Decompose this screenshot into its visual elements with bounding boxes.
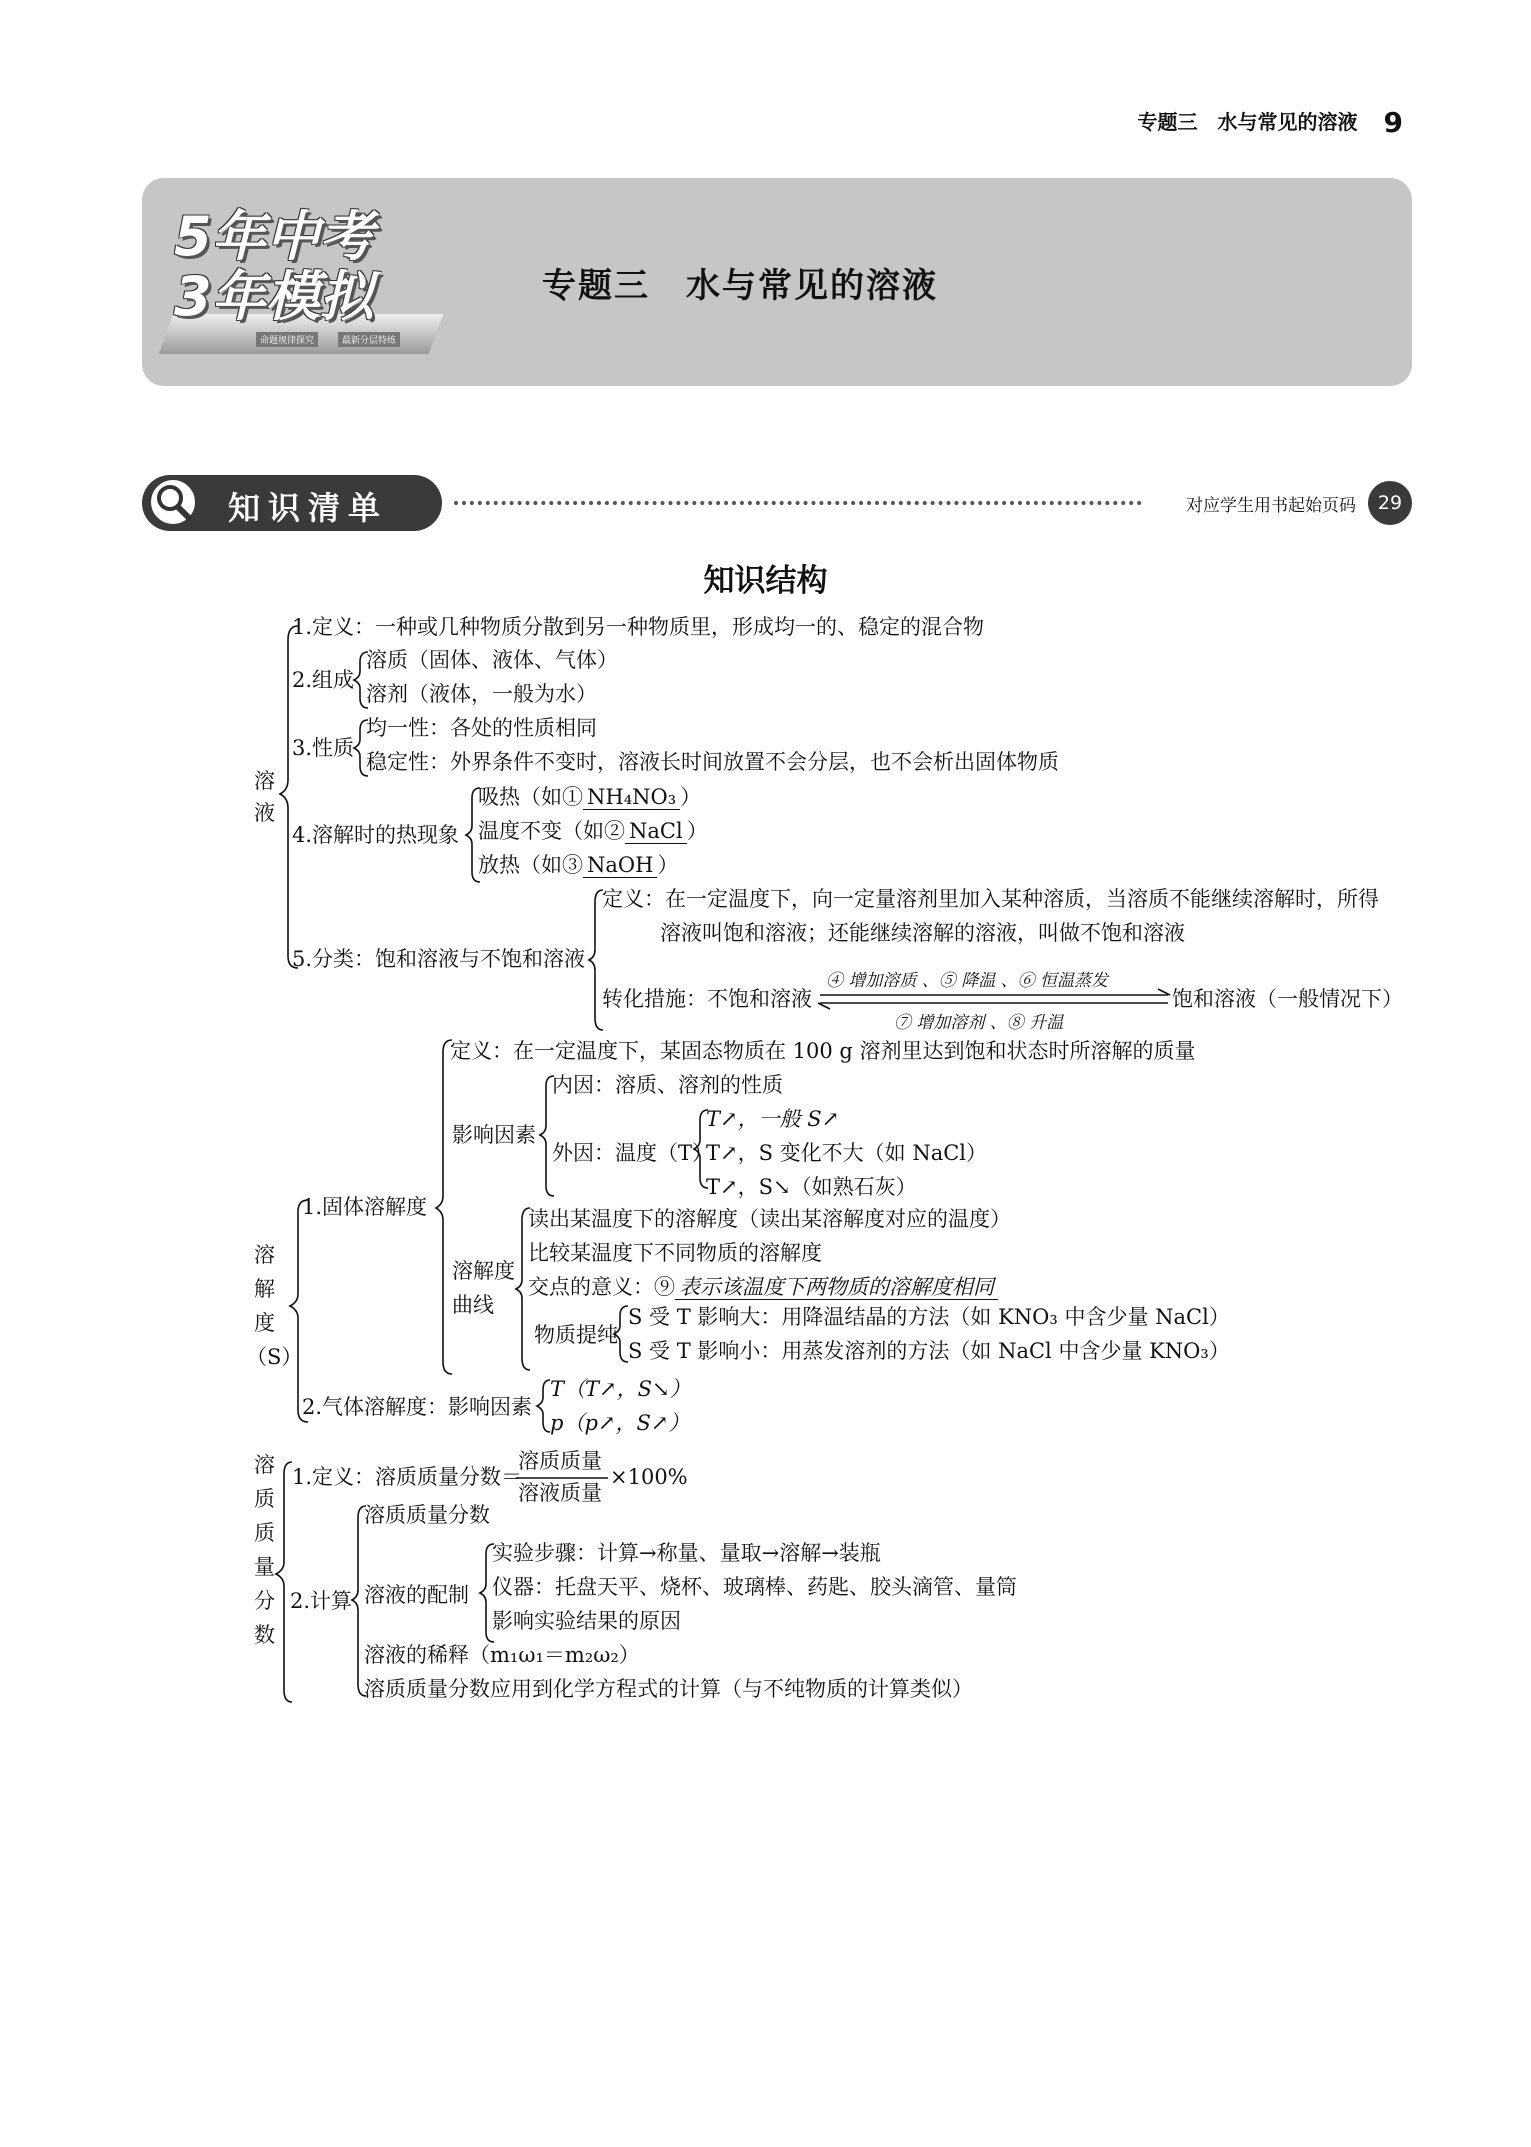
- purification-a: S 受 T 影响大：用降温结晶的方法（如 KNO₃ 中含少量 NaCl）: [628, 1305, 1230, 1329]
- gas-factor-temperature: T（T↗，S↘）: [550, 1377, 691, 1401]
- curve-use-b: 比较某温度下不同物质的溶解度: [528, 1241, 822, 1265]
- heat-absorb-prefix: 吸热（如①: [478, 785, 583, 809]
- section-title: 知识清单: [228, 489, 389, 527]
- logo-line1: 5年中考: [174, 205, 374, 268]
- conversion-suffix: 饱和溶液（一般情况下）: [1172, 987, 1403, 1011]
- calc-item-3: 溶液的稀释（m₁ω₁＝m₂ω₂）: [364, 1643, 640, 1667]
- intersection-answer: 表示该温度下两物质的溶解度相同: [675, 1275, 998, 1300]
- heat-release: [478, 850, 678, 880]
- fraction-label-2: 质: [254, 1487, 275, 1511]
- composition-solute: 溶质（固体、液体、气体）: [366, 648, 618, 672]
- saturation-definition-1: 定义：在一定温度下，向一定量溶剂里加入某种溶质，当溶质不能继续溶解时，所得: [602, 887, 1379, 911]
- heat-absorb: [478, 782, 701, 812]
- inner-cause: 内因：溶质、溶剂的性质: [552, 1073, 783, 1097]
- logo-tag2: 最新分层特练: [338, 332, 400, 347]
- calc-item-1: 溶质质量分数: [364, 1503, 490, 1527]
- saturation-definition-2: 溶液叫饱和溶液；还能继续溶解的溶液，叫做不饱和溶液: [660, 921, 1185, 945]
- preparation-error-causes: 影响实验结果的原因: [492, 1609, 681, 1633]
- classification: 5.分类：饱和溶液与不饱和溶液: [292, 947, 586, 971]
- curve-use-a: 读出某温度下的溶解度（读出某溶解度对应的温度）: [528, 1207, 1011, 1231]
- outer-case-a: T↗，一般 S↗: [706, 1107, 840, 1131]
- preparation-steps: 实验步骤：计算→称量、量取→溶解→装瓶: [492, 1541, 881, 1565]
- influence-factors: 影响因素: [452, 1123, 536, 1147]
- fraction-label-1: 溶: [254, 1453, 275, 1477]
- fraction-numerator: 溶质质量: [518, 1449, 602, 1473]
- preparation-instruments: 仪器：托盘天平、烧杯、玻璃棒、药匙、胶头滴管、量筒: [492, 1575, 1017, 1599]
- knowledge-structure-title: 知识结构: [703, 563, 828, 599]
- heat-absorb-suffix: ）: [680, 785, 702, 809]
- solubility-label-1: 溶: [254, 1243, 275, 1267]
- heat-phenomena: 4.溶解时的热现象: [292, 823, 460, 847]
- page-number: 9: [1383, 106, 1403, 139]
- calculation: 2.计算: [290, 1589, 353, 1613]
- property-stability: 稳定性：外界条件不变时，溶液长时间放置不会分层，也不会析出固体物质: [366, 750, 1059, 774]
- fraction-label-4: 量: [254, 1555, 275, 1579]
- conversion-prefix: 转化措施：不饱和溶液: [602, 987, 812, 1011]
- heat-release-answer: NaOH: [583, 853, 657, 878]
- fraction-definition-prefix: 1.定义：溶质质量分数＝: [292, 1465, 523, 1489]
- heat-release-prefix: 放热（如③: [478, 853, 583, 877]
- property-uniformity: 均一性：各处的性质相同: [366, 716, 597, 740]
- solid-solubility: 1.固体溶解度: [302, 1195, 428, 1219]
- fraction-definition-suffix: ×100%: [610, 1465, 688, 1489]
- solution-composition: 2.组成: [292, 668, 355, 692]
- calc-item-2: 溶液的配制: [364, 1583, 469, 1607]
- gas-solubility: 2.气体溶解度：影响因素: [302, 1395, 533, 1419]
- outer-cause: 外因：温度（T）: [552, 1141, 714, 1165]
- heat-neutral-suffix: ）: [686, 819, 708, 843]
- chapter-title: 专题三 水与常见的溶液: [542, 266, 938, 306]
- composition-solvent: 溶剂（液体，一般为水）: [366, 682, 597, 706]
- solution-label-1: 溶: [254, 769, 275, 793]
- solution-label-2: 液: [254, 801, 275, 825]
- fraction-label-3: 质: [254, 1521, 275, 1545]
- solution-property: 3.性质: [292, 736, 355, 760]
- calc-item-4: 溶质质量分数应用到化学方程式的计算（与不纯物质的计算类似）: [364, 1677, 973, 1701]
- conversion-bottom-label: ⑦ 增加溶剂 、⑧ 升温: [894, 1013, 1064, 1033]
- gas-factor-pressure: p（p↗，S↗）: [550, 1411, 690, 1435]
- conversion-top-label: ④ 增加溶质 、⑤ 降温 、⑥ 恒温蒸发: [826, 971, 1109, 991]
- solubility-label-2: 解: [254, 1277, 275, 1301]
- outer-case-c: T↗，S↘（如熟石灰）: [706, 1175, 917, 1199]
- section-ref-text: 对应学生用书起始页码: [1186, 496, 1356, 516]
- fraction-label-5: 分: [254, 1589, 275, 1613]
- heat-neutral-prefix: 温度不变（如②: [478, 819, 625, 843]
- solubility-label-3: 度: [254, 1311, 275, 1335]
- section-ref-page: 29: [1368, 481, 1412, 525]
- fraction-denominator: 溶液质量: [518, 1481, 602, 1505]
- heat-neutral: [478, 816, 708, 846]
- purification-b: S 受 T 影响小：用蒸发溶剂的方法（如 NaCl 中含少量 KNO₃）: [628, 1339, 1230, 1363]
- curve-label-2: 曲线: [452, 1293, 494, 1317]
- logo-line2: 3年模拟: [174, 265, 374, 328]
- solution-definition: 1.定义：一种或几种物质分散到另一种物质里，形成均一的、稳定的混合物: [292, 615, 985, 639]
- heat-neutral-answer: NaCl: [625, 819, 687, 844]
- heat-release-suffix: ）: [657, 853, 679, 877]
- solid-solubility-definition: 定义：在一定温度下，某固态物质在 100 g 溶剂里达到饱和状态时所溶解的质量: [450, 1039, 1196, 1063]
- solubility-label-4: （S）: [246, 1345, 303, 1369]
- intersection-prefix: 交点的意义：⑨: [528, 1275, 675, 1299]
- heat-absorb-answer: NH₄NO₃: [583, 785, 680, 810]
- purification: 物质提纯: [534, 1323, 618, 1347]
- logo-tag1: 命题规律探究: [256, 332, 318, 347]
- curve-label-1: 溶解度: [452, 1259, 515, 1283]
- curve-use-c: [528, 1272, 998, 1302]
- fraction-label-6: 数: [254, 1623, 275, 1647]
- outer-case-b: T↗，S 变化不大（如 NaCl）: [706, 1141, 988, 1165]
- running-title: 专题三 水与常见的溶液: [1137, 110, 1358, 134]
